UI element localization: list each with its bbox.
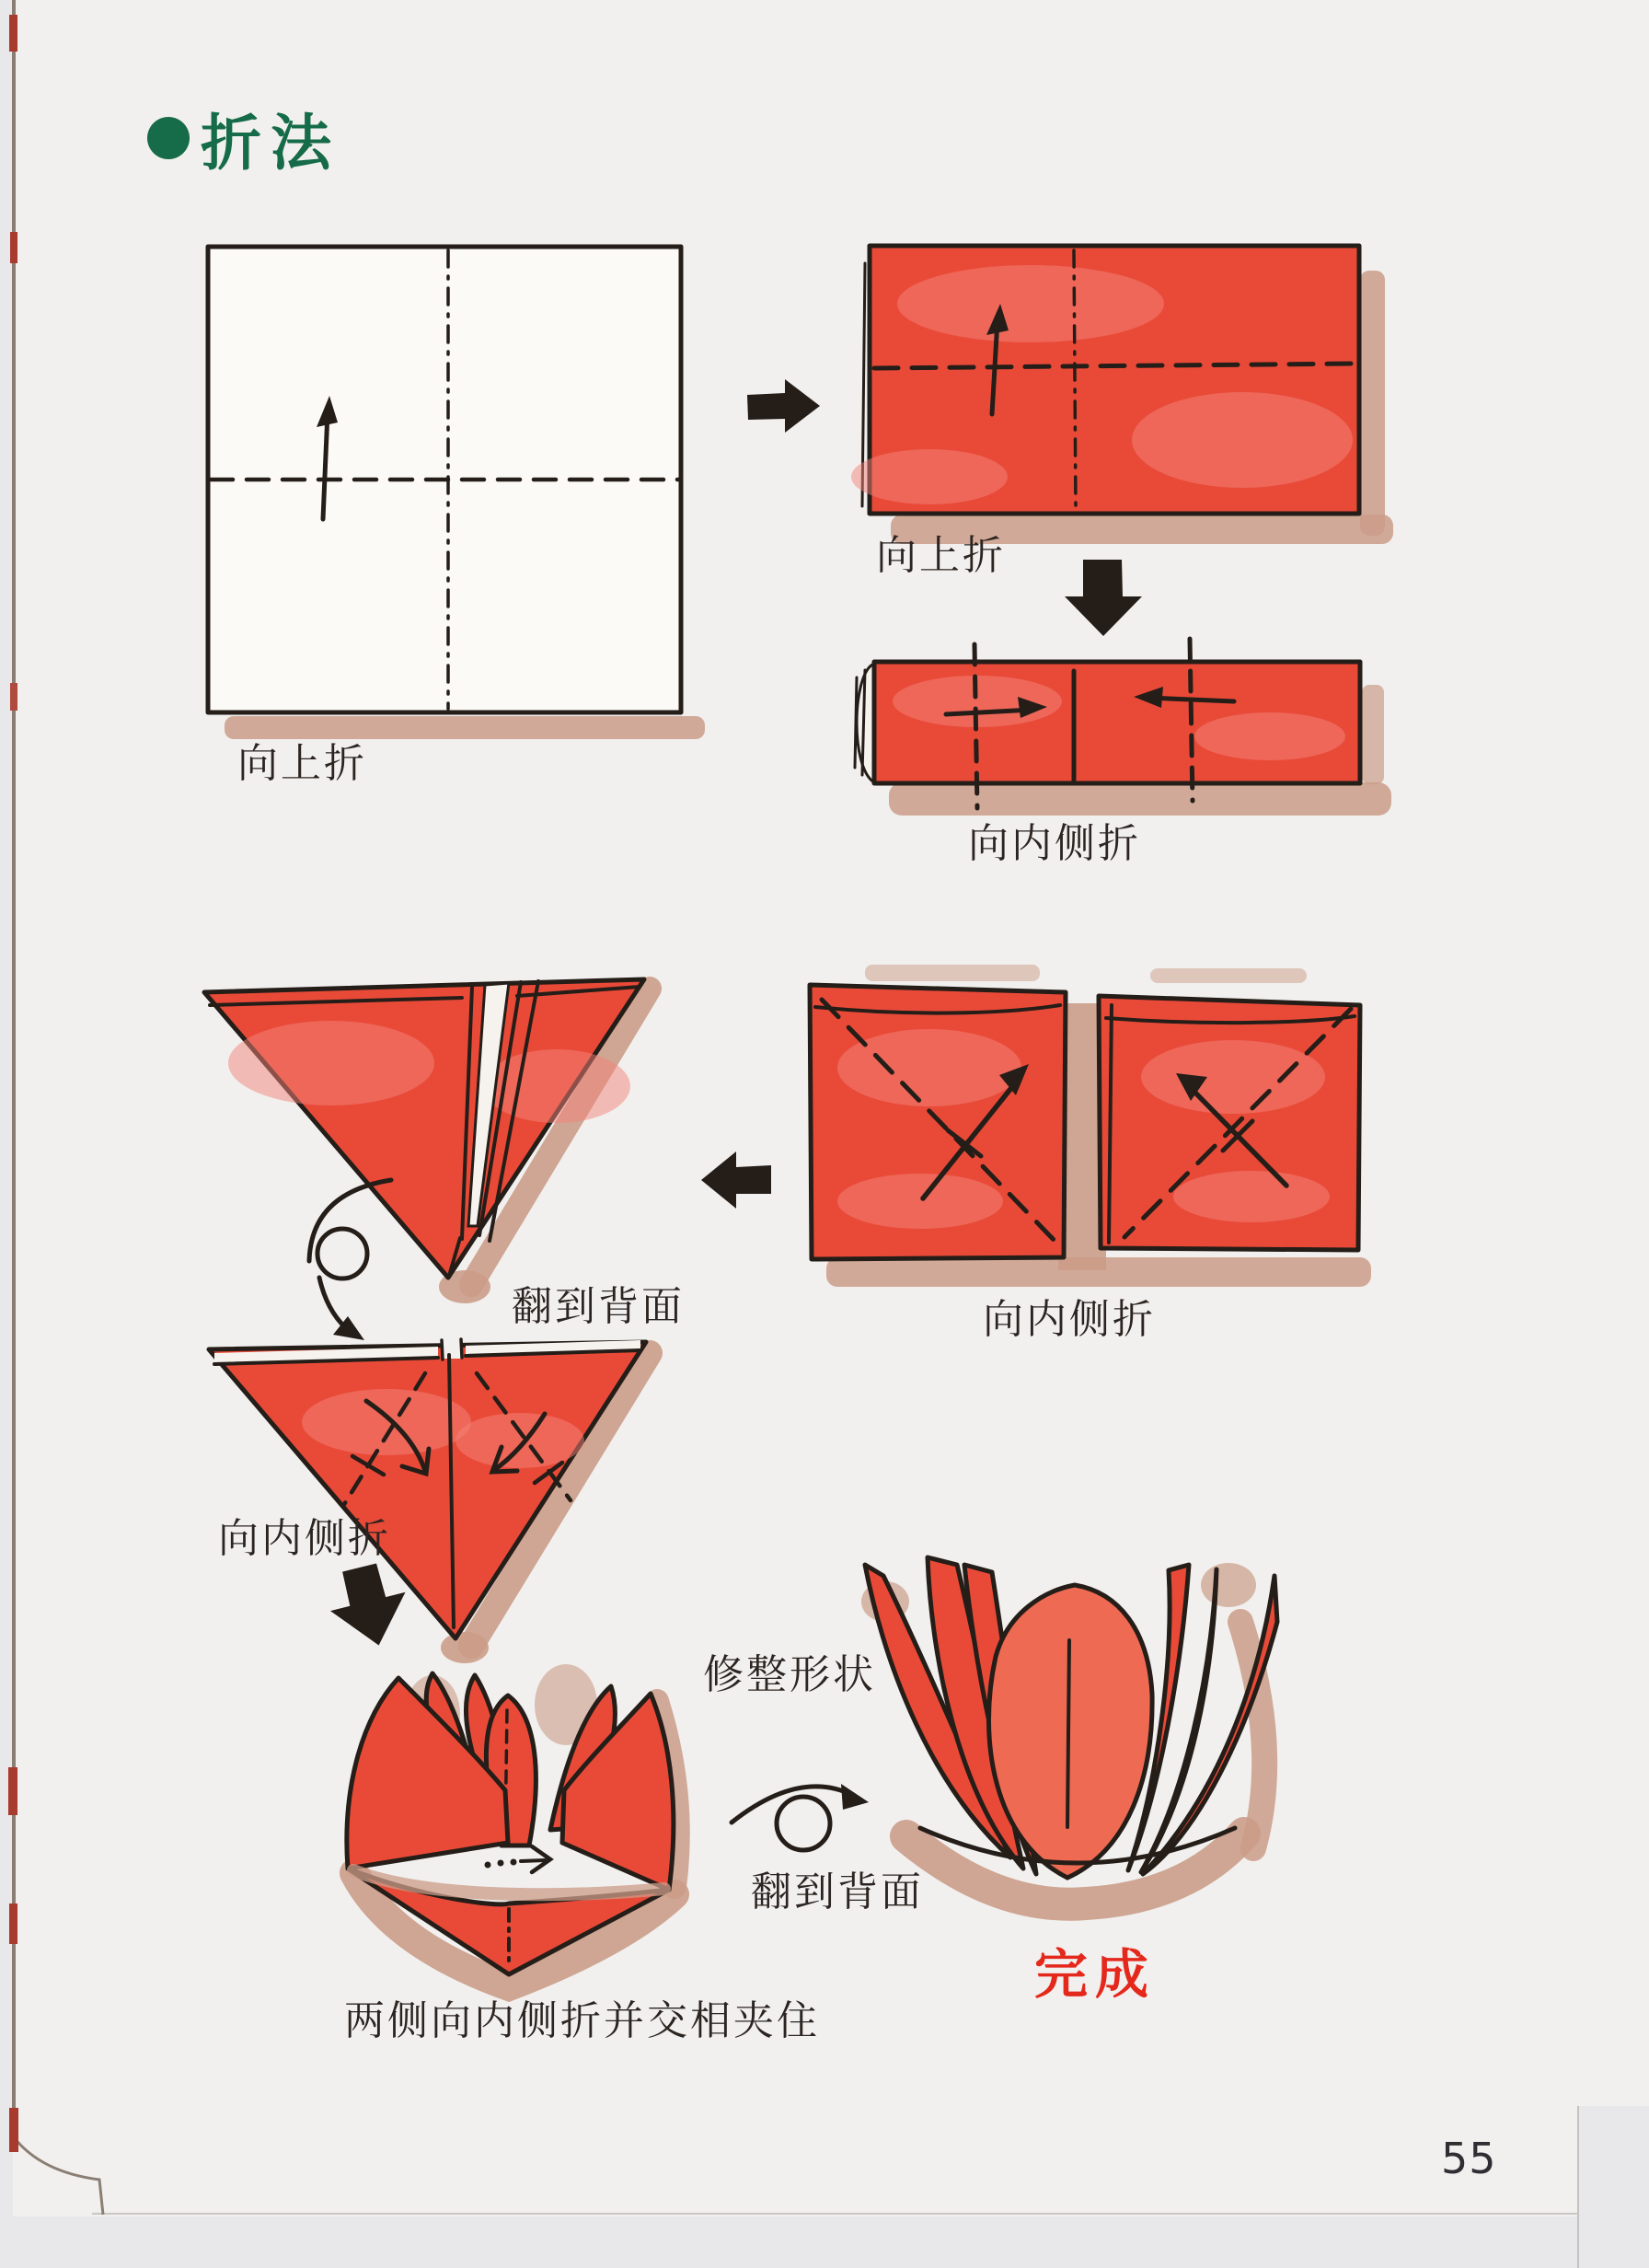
page-number: 55 bbox=[1441, 2134, 1497, 2183]
arrow-down-icon bbox=[1065, 560, 1142, 636]
step7-folded-shape-diagram bbox=[347, 1664, 678, 1986]
step6-triangle-diagram bbox=[209, 1339, 650, 1663]
step4-two-squares-diagram bbox=[810, 965, 1371, 1287]
caption-step6: 向内侧折 bbox=[218, 1515, 391, 1562]
step2-rect-diagram bbox=[851, 246, 1393, 544]
caption-step2: 向上折 bbox=[876, 532, 1006, 579]
arrow-left-icon bbox=[701, 1151, 771, 1209]
flip-rotate-icon-2 bbox=[732, 1784, 869, 1850]
step3-strip-diagram bbox=[855, 639, 1391, 816]
caption-step5: 翻到背面 bbox=[512, 1283, 685, 1330]
step5-pleated-triangle-diagram bbox=[204, 979, 650, 1303]
step8-finished-flower-diagram bbox=[861, 1557, 1277, 1904]
caption-step4: 向内侧折 bbox=[983, 1296, 1156, 1343]
section-title bbox=[147, 94, 340, 181]
caption-flip-to-back: 翻到背面 bbox=[751, 1869, 924, 1915]
caption-adjust-shape: 修整形状 bbox=[703, 1651, 876, 1698]
green-dot-icon bbox=[147, 117, 190, 159]
binding-edge bbox=[8, 0, 103, 2215]
caption-step3: 向内侧折 bbox=[968, 820, 1141, 867]
caption-step7: 两侧向内侧折并交相夹住 bbox=[344, 1997, 820, 2044]
caption-step1: 向上折 bbox=[237, 740, 367, 787]
arrow-right-icon bbox=[747, 379, 820, 433]
caption-done: 完成 bbox=[1034, 1943, 1157, 2006]
flip-rotate-icon bbox=[309, 1180, 391, 1340]
step1-square-diagram bbox=[208, 247, 705, 739]
section-title-text: 折法 bbox=[201, 108, 340, 179]
